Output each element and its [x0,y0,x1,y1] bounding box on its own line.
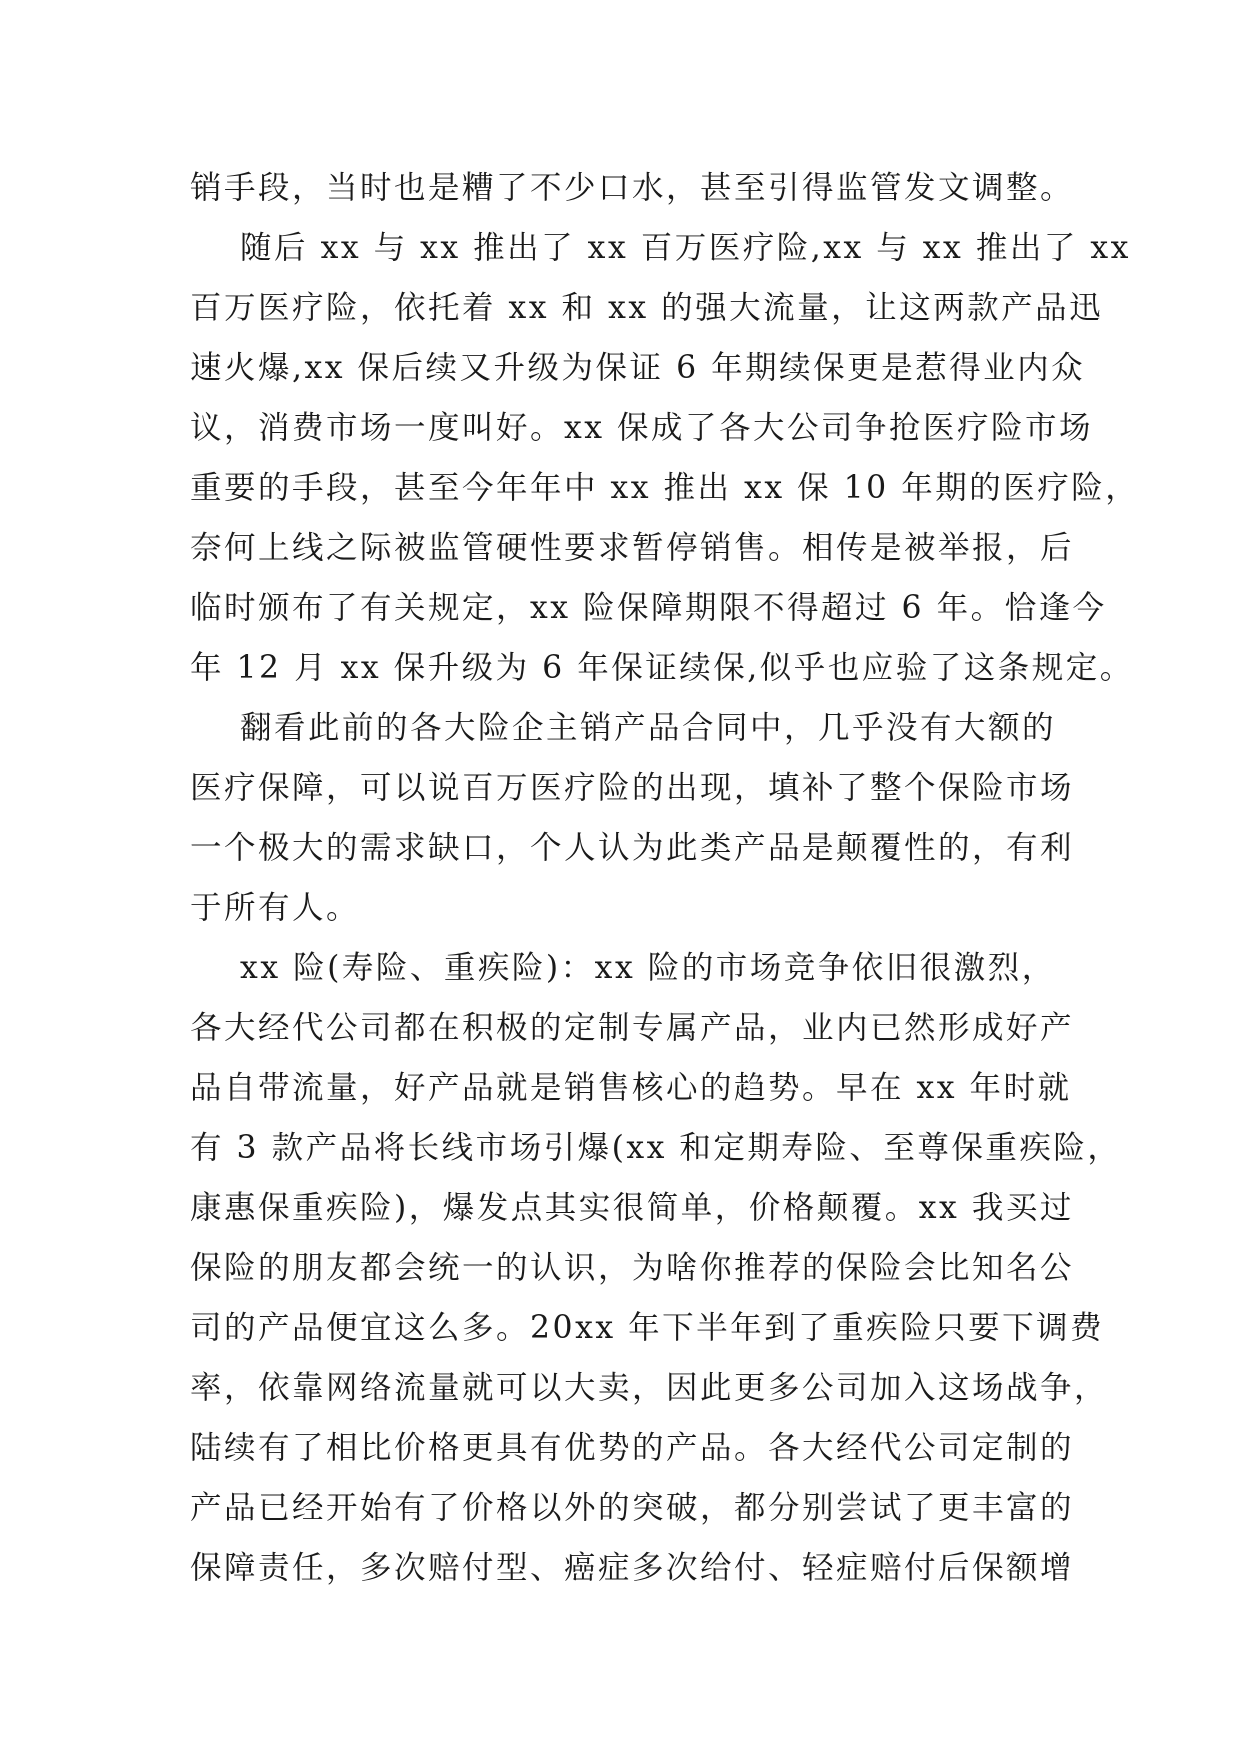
text-line: 年 12 月 xx 保升级为 6 年保证续保,似乎也应验了这条规定。 [190,650,1134,686]
text-line: 议，消费市场一度叫好。xx 保成了各大公司争抢医疗险市场 [190,410,1094,446]
text-line: 产品已经开始有了价格以外的突破，都分别尝试了更丰富的 [190,1490,1075,1526]
text-line: 陆续有了相比价格更具有优势的产品。各大经代公司定制的 [190,1430,1075,1466]
text-line: 保险的朋友都会统一的认识，为啥你推荐的保险会比知名公 [190,1250,1075,1286]
text-line: 保障责任，多次赔付型、癌症多次给付、轻症赔付后保额增 [190,1550,1075,1586]
text-line: 重要的手段，甚至今年年中 xx 推出 xx 保 10 年期的医疗险， [190,470,1140,506]
text-line: xx 险(寿险、重疾险)：xx 险的市场竞争依旧很激烈， [190,950,1056,986]
text-line: 康惠保重疾险)，爆发点其实很简单，价格颠覆。xx 我买过 [190,1190,1074,1226]
text-line: 品自带流量，好产品就是销售核心的趋势。早在 xx 年时就 [190,1070,1072,1106]
text-line: 一个极大的需求缺口，个人认为此类产品是颠覆性的，有利 [190,830,1075,866]
text-line: 临时颁布了有关规定，xx 险保障期限不得超过 6 年。恰逢今 [190,590,1107,626]
text-line: 司的产品便宜这么多。20xx 年下半年到了重疾险只要下调费 [190,1310,1105,1346]
body-text [190,158,1140,1598]
text-line: 有 3 款产品将长线市场引爆(xx 和定期寿险、至尊保重疾险， [190,1130,1122,1166]
text-line: 百万医疗险，依托着 xx 和 xx 的强大流量，让这两款产品迅 [190,290,1104,326]
text-line: 医疗保障，可以说百万医疗险的出现，填补了整个保险市场 [190,770,1075,806]
text-line: 翻看此前的各大险企主销产品合同中，几乎没有大额的 [190,710,1057,746]
text-line: 率，依靠网络流量就可以大卖，因此更多公司加入这场战争， [190,1370,1109,1406]
text-line: 随后 xx 与 xx 推出了 xx 百万医疗险,xx 与 xx 推出了 xx [190,230,1131,266]
text-line: 奈何上线之际被监管硬性要求暂停销售。相传是被举报，后 [190,530,1075,566]
text-line: 各大经代公司都在积极的定制专属产品，业内已然形成好产 [190,1010,1075,1046]
text-line: 速火爆,xx 保后续又升级为保证 6 年期续保更是惹得业内众 [190,350,1086,386]
text-line: 销手段，当时也是糟了不少口水，甚至引得监管发文调整。 [190,170,1075,206]
text-line: 于所有人。 [190,890,361,926]
